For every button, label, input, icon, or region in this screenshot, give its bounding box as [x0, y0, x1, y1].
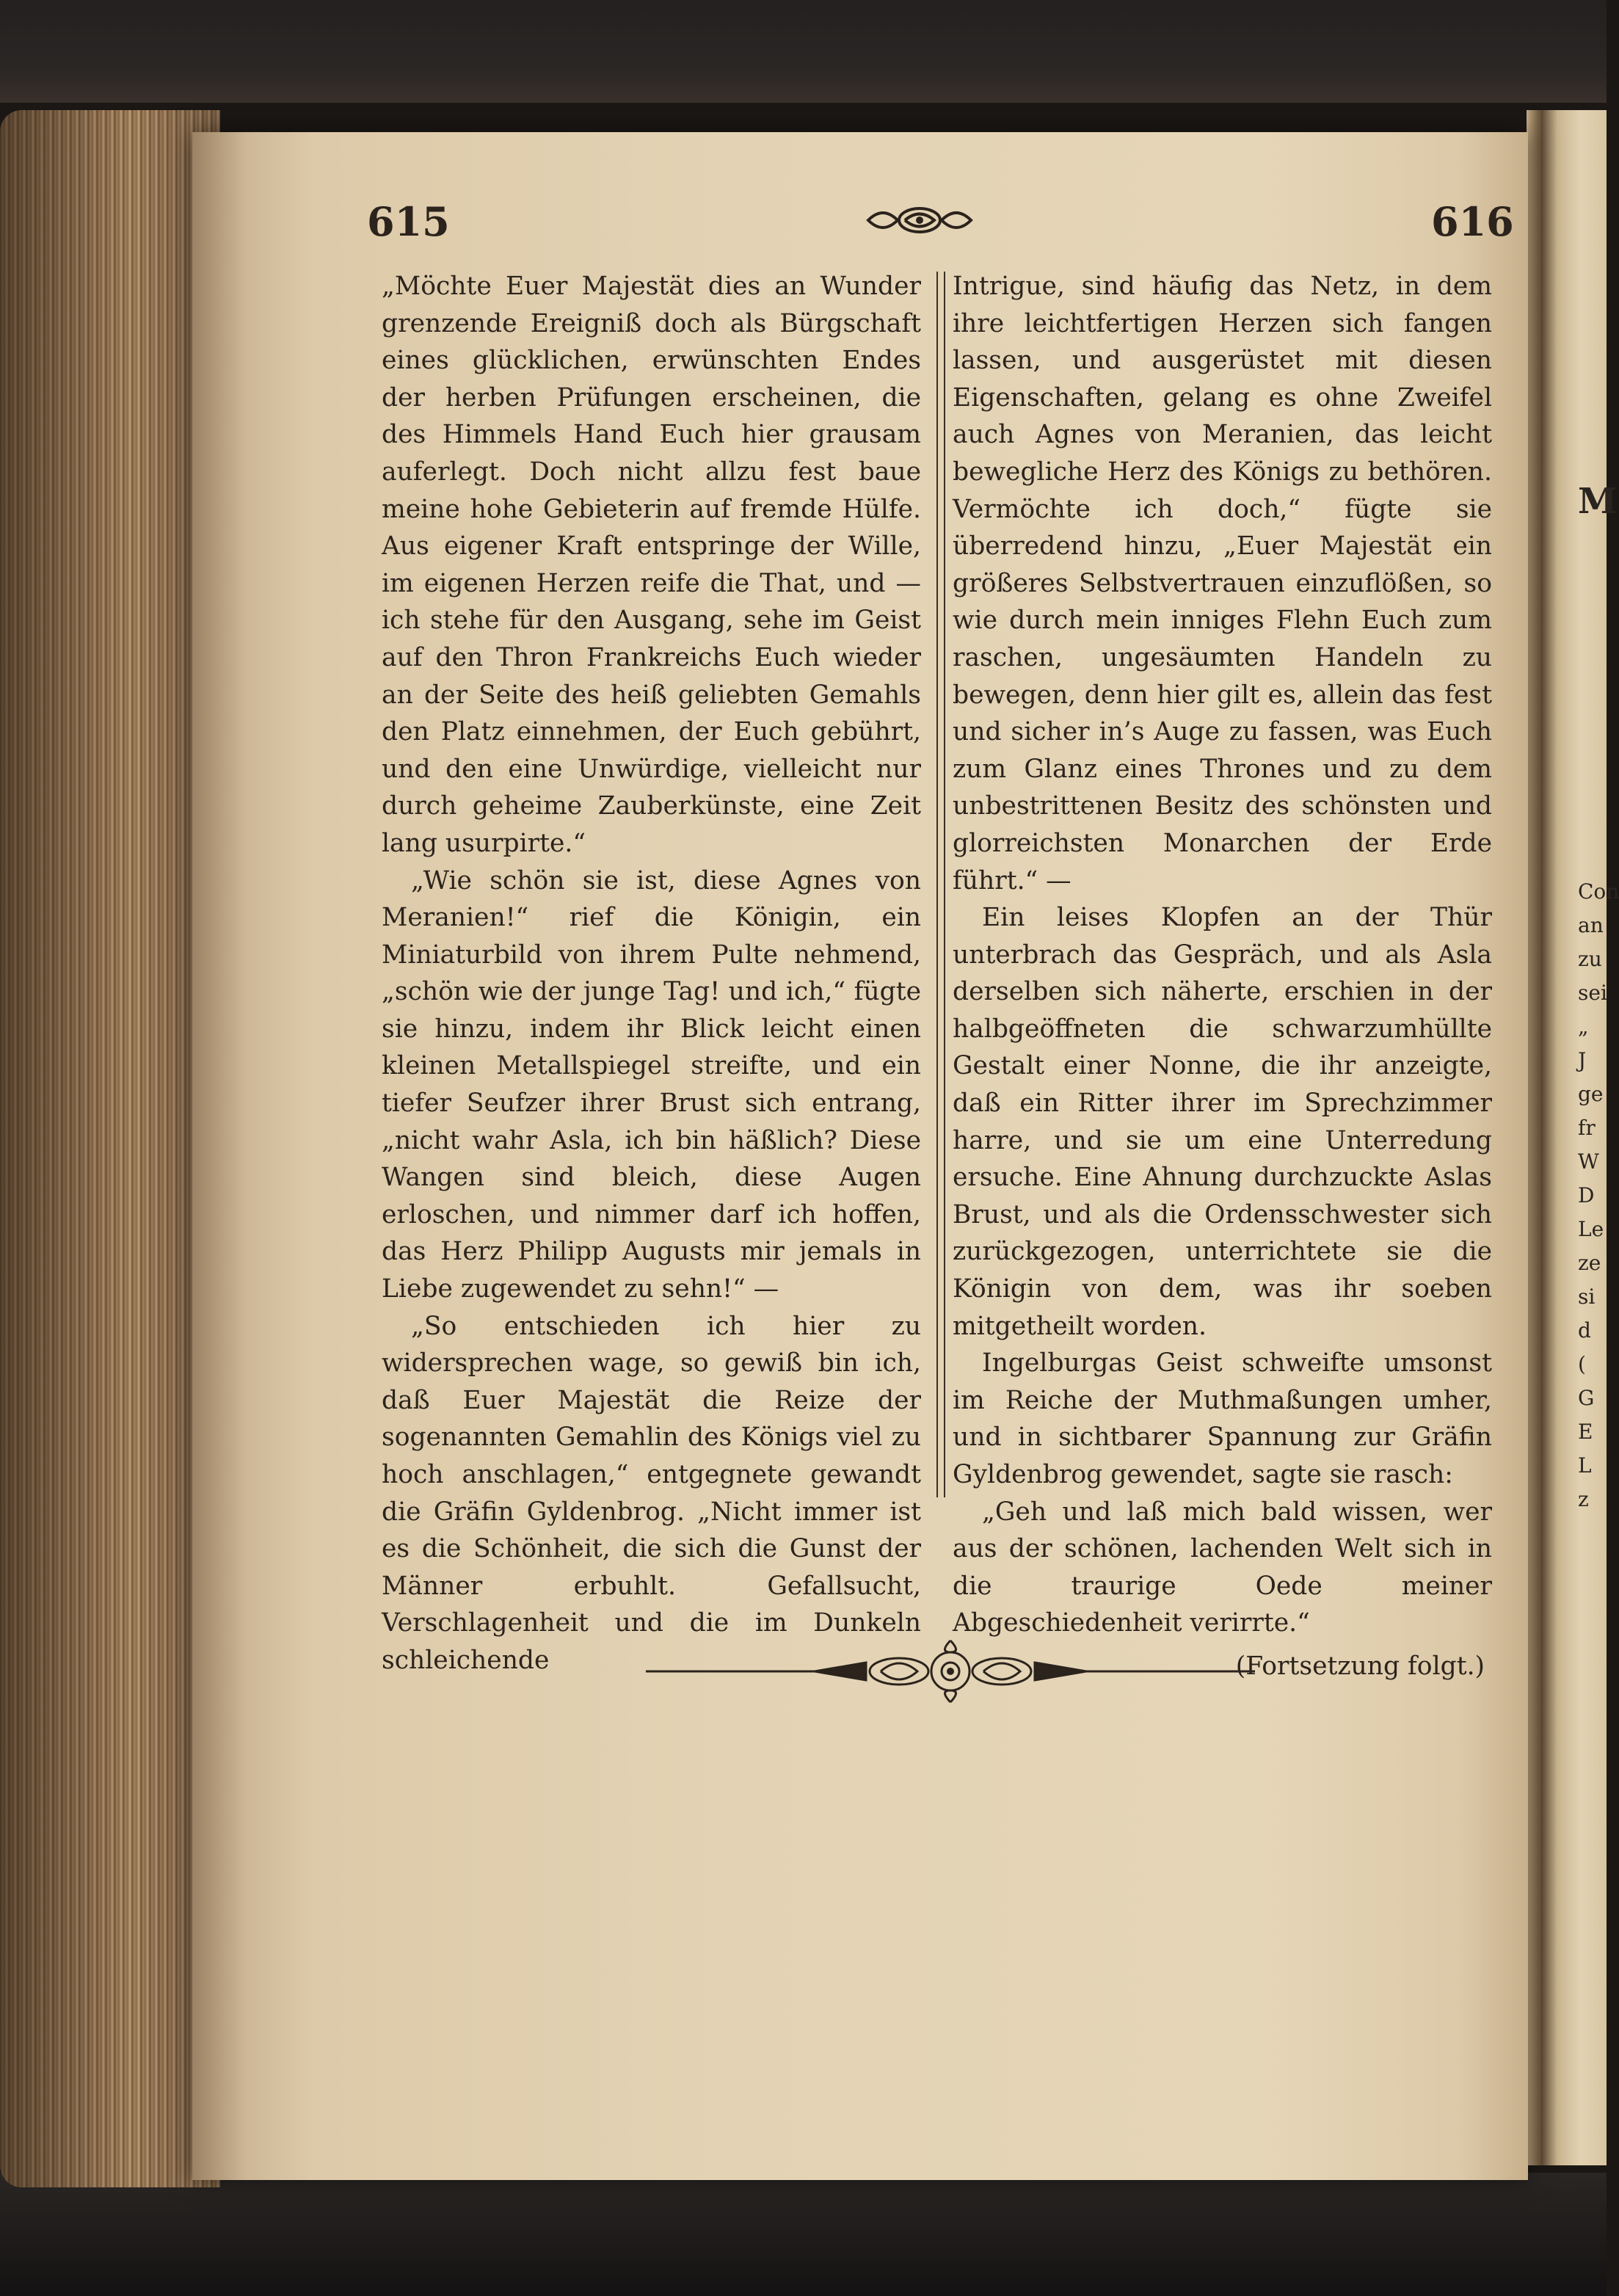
facing-page-fragment: sei [1578, 981, 1607, 1005]
facing-page-fragment: G [1578, 1386, 1595, 1410]
paragraph: „So entschieden ich hier zu widersprechen wage, so gewiß bin ich, daß Euer Majestät die Reize der sogenannten Gemahlin des Königs viel zu hoch anschlagen,“ entgegnete gewandt die Gräfin Gyldenbrog. „Nicht immer ist es die Schönheit, die sich die Gunst der Männer erbuhlt. Gefallsucht, Verschlagenheit und die im Dunkeln schleichende [382, 1311, 921, 1675]
facing-page-fragment: Le [1578, 1217, 1604, 1241]
facing-page-fragment: fr [1578, 1116, 1596, 1140]
facing-page-fragment: zu [1578, 947, 1602, 971]
facing-page-fragment [1578, 528, 1607, 562]
paragraph: „Geh und laß mich bald wissen, wer aus der schönen, lachenden Welt sich in die traurige Oede meiner Abgeschiedenheit verirrte.“ [953, 1497, 1492, 1638]
text-column-right [953, 268, 1492, 1685]
page-number-left: 615 [367, 198, 450, 245]
paragraph: Ein leises Klopfen an der Thür unterbrach das Gespräch, und als Asla derselben sich näherte, erschien in der halbgeöffneten die schwarzumhüllte Gestalt einer Nonne, die ihr anzeigte, daß ein Ritter ihrer im Sprechzimmer harre, und sie um eine Unterredung ersuche. Eine Ahnung durchzuckte Aslas Brust, und als die Ordensschwester sich zurückgezogen, unterrichtete sie die Königin von dem, was ihr soeben mitgetheilt worden. [953, 903, 1492, 1341]
facing-page-fragment: si [1578, 1285, 1596, 1309]
facing-page-fragment: an [1578, 913, 1604, 937]
page-edges-shade [0, 110, 220, 2187]
facing-page-fragment: J [1578, 1048, 1587, 1072]
paragraph: Ingelburgas Geist schweifte umsonst im Reiche der Muthmaßungen umher, und in sichtbarer Spannung zur Gräfin Gyldenbrog gewendet, sagte sie rasch: [953, 1348, 1492, 1489]
end-ornament-icon [646, 1633, 1255, 1707]
facing-page-fragment: D [1578, 1183, 1595, 1207]
facing-page-fragment [1578, 562, 1607, 596]
paragraph: „Möchte Euer Majestät dies an Wunder grenzende Ereigniß doch als Bürgschaft eines glücklichen, erwünschten Endes der herben Prüfungen erscheinen, die des Himmels Hand Euch hier grausam auferlegt. Doch nicht allzu fest baue meine hohe Gebieterin auf fremde Hülfe. Aus eigener Kraft entspringe der Wille, im eigenen Herzen reife die That, und — ich stehe für den Ausgang, sehe im Geist auf den Thron Frankreichs Euch wieder an der Seite des heiß geliebten Gemahls den Platz einnehmen, der Euch gebührt, und den eine Unwürdige, vielleicht nur durch geheime Zauberkünste, eine Zeit lang usurpirte.“ [382, 272, 921, 858]
facing-page-fragment: z [1578, 1487, 1589, 1511]
facing-page-fragment: E [1578, 1420, 1593, 1444]
facing-page-fragment: ge [1578, 1082, 1604, 1106]
facing-page-fragment: L [1578, 1453, 1592, 1478]
paragraph: „Wie schön sie ist, diese Agnes von Meranien!“ rief die Königin, ein Miniaturbild von ihrem Pulte nehmend, „schön wie der junge Tag! und ich,“ fügte sie hinzu, indem ihr Blick leicht einen kleinen Metallspiegel streifte, und ein tiefer Seufzer ihrer Brust sich entrang, „nicht wahr Asla, ich bin häßlich? Diese Wangen sind bleich, diese Augen erloschen, und nimmer darf ich hoffen, das Herz Philipp Augusts mir jemals in Liebe zugewendet zu sehn!“ — [382, 865, 921, 1304]
facing-page-fragment: ( [1578, 1352, 1586, 1376]
column-divider [936, 272, 945, 1497]
facing-page-fragment: ze [1578, 1251, 1601, 1275]
facing-page-fragment: W [1578, 1149, 1599, 1174]
background-top [0, 0, 1607, 103]
page-number-right: 616 [1431, 198, 1514, 245]
background-bottom [0, 2173, 1607, 2296]
paragraph: Intrigue, sind häufig das Netz, in dem ihre leichtfertigen Herzen sich fangen lassen, und ausgerüstet mit diesen Eigenschaften, gelang es ohne Zweifel auch Agnes von Meranien, das leicht bewegliche Herz des Königs zu bethören. Vermöchte ich doch,“ fügte sie überredend hinzu, „Euer Majestät ein größeres Selbstvertrauen einzuflößen, so wie durch mein inniges Flehn Euch zum raschen, ungesäumten Handeln zu bewegen, denn hier gilt es, allein das fest und sicher in’s Auge zu fassen, was Euch zum Glanz eines Thrones und zu dem unbestrittenen Besitz des schönsten und glorreichsten Monarchen der Erde führt.“ — [953, 272, 1492, 895]
header-ornament-icon [865, 202, 975, 239]
facing-page-fragment: „ [1578, 1014, 1589, 1039]
facing-page-fragment: Con [1578, 879, 1619, 904]
facing-page-text [1578, 147, 1619, 1516]
text-column-left [382, 268, 921, 1679]
facing-page-fragment: M [1578, 481, 1618, 522]
continuation-note: (Fortsetzung folgt.) [1235, 1651, 1485, 1681]
facing-page-fragment: d [1578, 1318, 1591, 1343]
